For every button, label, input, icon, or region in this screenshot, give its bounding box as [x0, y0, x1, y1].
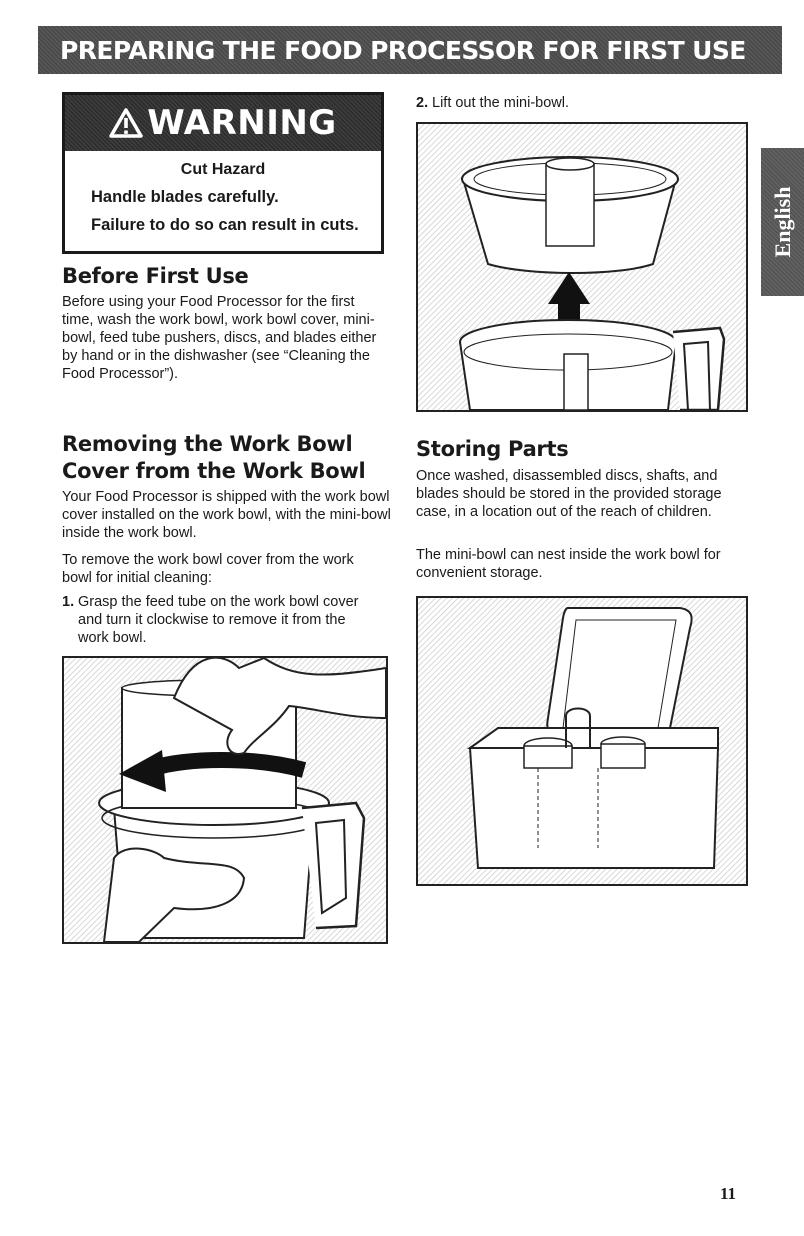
- storage-case-illustration: [418, 598, 746, 884]
- language-tab-label: English: [769, 186, 795, 258]
- page-number: 11: [720, 1184, 737, 1203]
- removing-paragraph-1: Your Food Processor is shipped with the work bowl cover installed on the work bowl, with the mini-bowl inside the work bowl.: [62, 489, 391, 541]
- section-title: PREPARING THE FOOD PROCESSOR FOR FIRST USE: [60, 35, 746, 65]
- removing-heading-line1: Removing the Work Bowl: [62, 432, 353, 456]
- remove-cover-illustration: [64, 658, 386, 942]
- removing-paragraph-2: To remove the work bowl cover from the work bowl for initial cleaning:: [62, 552, 354, 586]
- storing-paragraph-1: Once washed, disassembled discs, shafts, and blades should be stored in the provided storage case, in a location out of the reach of children.: [416, 468, 722, 520]
- before-first-use-text: Before using your Food Processor for the first time, wash the work bowl, work bowl cover, mini-bowl, feed tube pushers, discs, and blades either by hand or in the dishwasher (see “Cleaning the Food Processor”).: [62, 294, 377, 382]
- warning-line-consequence: Failure to do so can result in cuts.: [91, 216, 359, 234]
- warning-line-hazard: Cut Hazard: [180, 161, 266, 178]
- warning-line-instruction: Handle blades carefully.: [91, 188, 279, 206]
- warning-triangle-icon: [109, 108, 143, 138]
- lift-mini-bowl-illustration: [418, 124, 746, 410]
- figure-storage-case: [416, 596, 748, 886]
- warning-title: WARNING: [147, 103, 337, 143]
- warning-header: [65, 95, 381, 151]
- before-first-use-heading: Before First Use: [62, 264, 249, 288]
- step-1-number: 1.: [62, 594, 75, 610]
- step-1-text: Grasp the feed tube on the work bowl cover and turn it clockwise to remove it from the work bowl.: [78, 594, 359, 646]
- figure-lift-mini-bowl: [416, 122, 748, 412]
- warning-box: [62, 92, 384, 254]
- figure-remove-cover: [62, 656, 388, 944]
- removing-heading-line2: Cover from the Work Bowl: [62, 459, 366, 483]
- step-2-text: Lift out the mini-bowl.: [432, 95, 570, 111]
- step-2-number: 2.: [416, 95, 429, 111]
- section-banner: [38, 26, 782, 74]
- storing-parts-heading: Storing Parts: [416, 437, 569, 461]
- storing-paragraph-2: The mini-bowl can nest inside the work bowl for convenient storage.: [416, 547, 721, 581]
- language-tab: [761, 148, 804, 296]
